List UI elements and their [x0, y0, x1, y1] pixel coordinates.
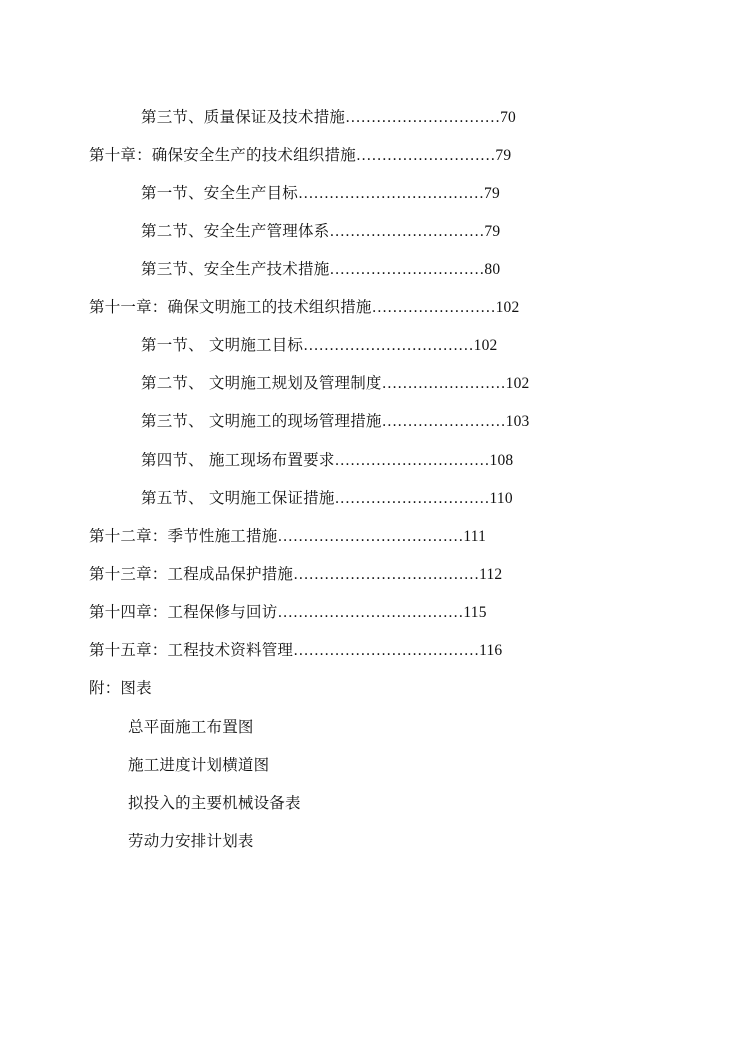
toc-entry-page: 102	[505, 375, 530, 392]
toc-entry-title: 第二节、安全生产管理体系	[141, 222, 330, 240]
toc-entry	[141, 258, 500, 281]
toc-entry-title: 第一节、 文明施工目标	[141, 336, 304, 354]
toc-entry-title: 第三节、 文明施工的现场管理措施	[141, 412, 382, 430]
toc-entry-title: 第四节、 施工现场布置要求	[141, 451, 335, 469]
toc-entry-page: 103	[505, 413, 530, 430]
toc-entry-leader: …………………………	[345, 109, 501, 126]
toc-entry-title: 第十五章：工程技术资料管理	[89, 641, 294, 659]
toc-entry-leader: ……………………………	[303, 337, 474, 354]
toc-entry-leader: …………………………	[329, 261, 485, 278]
toc-entry-title: 附：图表	[89, 679, 152, 697]
toc-entry-leader: ……………………	[381, 413, 506, 430]
toc-entry-title: 第十二章：季节性施工措施	[89, 527, 278, 545]
toc-entry-title: 第三节、质量保证及技术措施	[141, 108, 346, 126]
toc-entry-leader: ………………………………	[293, 566, 480, 583]
toc-entry	[141, 106, 516, 129]
toc-entry-page: 79	[484, 185, 500, 202]
toc-entry-leader: ……………………	[381, 375, 506, 392]
appendix-item: 劳动力安排计划表	[128, 832, 254, 850]
toc-entry-page: 112	[479, 566, 503, 583]
toc-entry	[89, 601, 487, 624]
toc-entry	[141, 220, 500, 243]
toc-entry-page: 79	[495, 147, 512, 164]
appendix-item: 总平面施工布置图	[128, 718, 254, 736]
toc-entry-leader: ………………………………	[277, 528, 464, 545]
toc-entry	[141, 449, 513, 472]
toc-entry-page: 110	[489, 490, 513, 507]
toc-entry	[141, 182, 500, 205]
toc-entry-page: 70	[500, 109, 517, 126]
toc-entry	[89, 563, 502, 586]
toc-entry-page: 102	[473, 337, 498, 354]
toc-entry-leader: …………………………	[329, 223, 485, 240]
toc-entry-title: 第三节、安全生产技术措施	[141, 260, 330, 278]
toc-entry	[89, 525, 486, 548]
toc-entry-leader: …………………………	[334, 452, 490, 469]
toc-entry	[89, 677, 152, 700]
appendix-item: 施工进度计划横道图	[128, 756, 270, 774]
toc-entry-leader: ………………………	[355, 147, 496, 164]
toc-entry-leader: ………………………………	[293, 642, 480, 659]
toc-entry-title: 第五节、 文明施工保证措施	[141, 489, 335, 507]
toc-entry	[141, 334, 498, 357]
toc-entry	[89, 639, 502, 662]
toc-entry-leader: ……………………	[371, 299, 496, 316]
toc-entry-leader: …………………………	[334, 490, 490, 507]
toc-entry	[141, 372, 530, 395]
appendix-item: 拟投入的主要机械设备表	[128, 794, 301, 812]
toc-entry-page: 115	[463, 604, 487, 621]
toc-entry-leader: ………………………………	[298, 185, 485, 202]
toc-entry	[141, 487, 513, 510]
toc-entry-title: 第十章：确保安全生产的技术组织措施	[89, 146, 356, 164]
toc-entry	[141, 410, 530, 433]
toc-entry-title: 第二节、 文明施工规划及管理制度	[141, 374, 382, 392]
toc-entry-leader: ………………………………	[277, 604, 464, 621]
toc-entry-page: 79	[484, 223, 501, 240]
toc-entry-title: 第一节、安全生产目标	[141, 184, 299, 202]
toc-entry-page: 116	[479, 642, 503, 659]
toc-entry-title: 第十四章：工程保修与回访	[89, 603, 278, 621]
toc-entry-title: 第十一章：确保文明施工的技术组织措施	[89, 298, 372, 316]
toc-entry-title: 第十三章：工程成品保护措施	[89, 565, 294, 583]
toc-entry	[89, 296, 519, 319]
toc-entry-page: 111	[463, 528, 487, 545]
toc-entry	[89, 144, 511, 167]
toc-entry-page: 80	[484, 261, 501, 278]
toc-entry-page: 108	[489, 452, 514, 469]
toc-entry-page: 102	[495, 299, 520, 316]
